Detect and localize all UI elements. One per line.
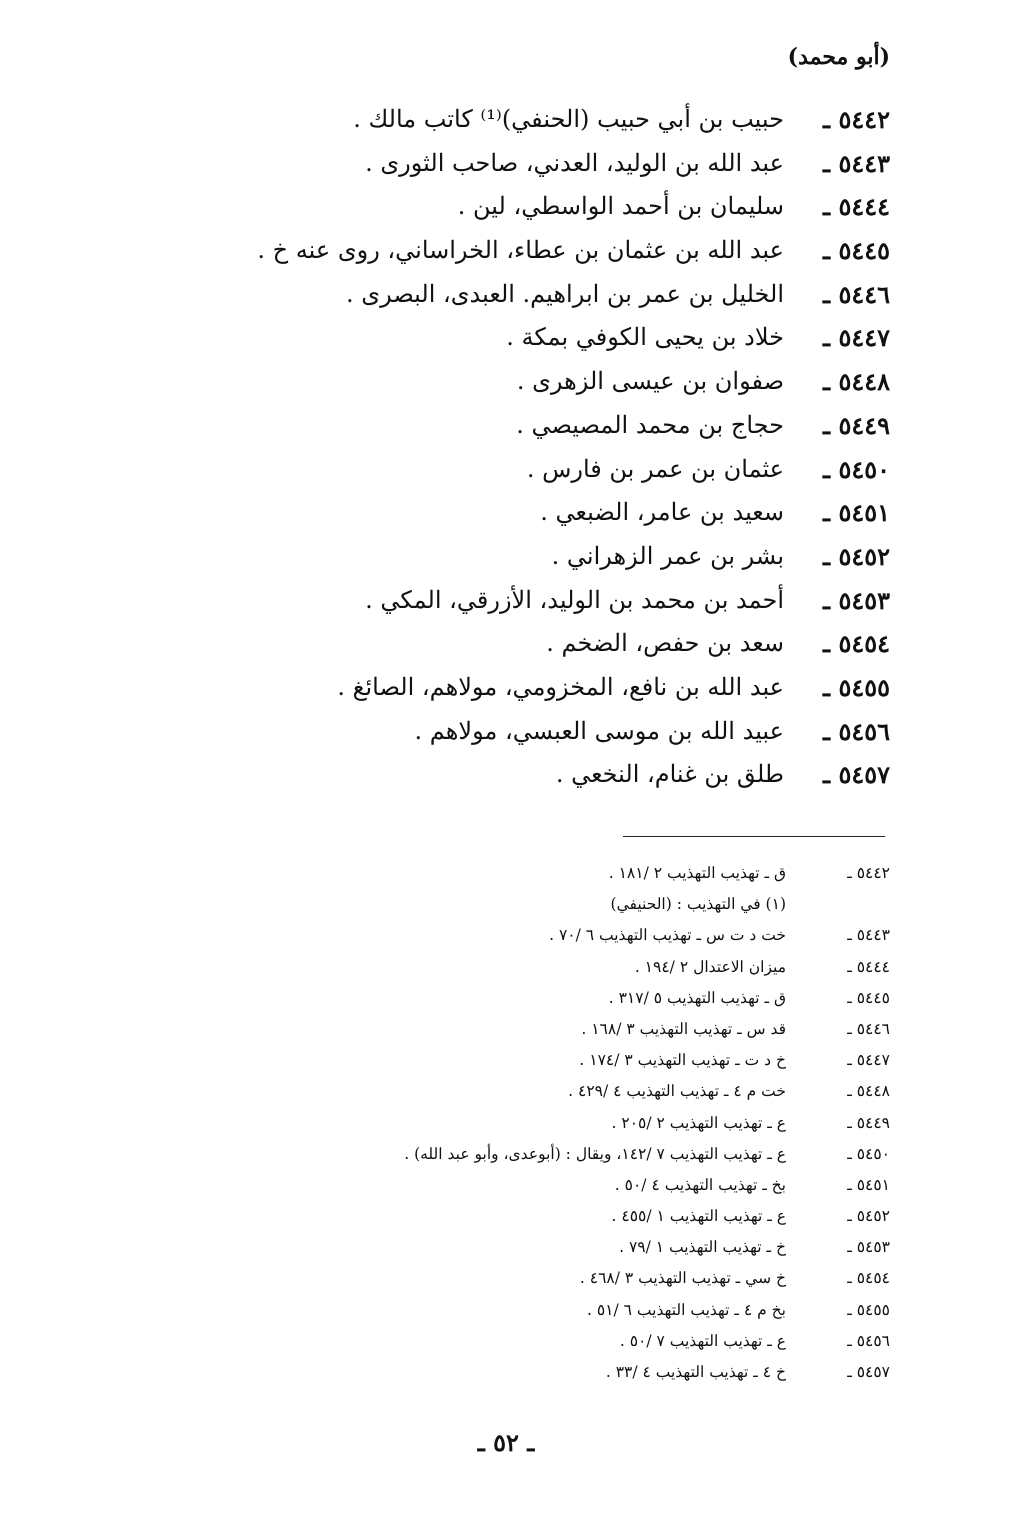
entry [130, 316, 890, 360]
page-number: ـ ٥٢ ـ [477, 1428, 535, 1457]
footnote-number: ٥٤٤٨ ـ [847, 1082, 890, 1101]
footnote-number: ٥٤٥٤ ـ [847, 1269, 890, 1288]
entry-number: ٥٤٥٥ ـ [823, 672, 890, 702]
footnote [190, 1232, 890, 1263]
entry [130, 185, 890, 229]
footnote-number: ٥٤٥٠ ـ [847, 1144, 890, 1163]
footnote-text: بخ ـ تهذيب التهذيب ٤ /٥٠ . [614, 1175, 786, 1194]
entry [130, 535, 890, 579]
footnote [190, 983, 890, 1014]
entry-text: طلق بن غنام، النخعي . [555, 760, 784, 789]
footnote-text: خت د ت س ـ تهذيب التهذيب ٦ /٧٠ . [549, 926, 786, 945]
entry [130, 229, 890, 273]
entry-number: ٥٤٤٣ ـ [823, 148, 890, 178]
footnote-text: قد س ـ تهذيب التهذيب ٣ /١٦٨ . [581, 1019, 786, 1038]
footnote [190, 1170, 890, 1201]
footnote-text: خ ٤ ـ تهذيب التهذيب ٤ /٣٣ . [605, 1363, 786, 1381]
entry-number: ٥٤٥٠ ـ [823, 454, 890, 484]
entry [130, 491, 890, 535]
footnote-number: ٥٤٤٥ ـ [847, 988, 890, 1007]
footnote-number: ٥٤٤٩ ـ [847, 1113, 890, 1132]
footnote-text: خ سي ـ تهذيب التهذيب ٣ /٤٦٨ . [579, 1269, 786, 1288]
footnote [190, 1139, 890, 1170]
footnote-text: ق ـ تهذيب التهذيب ٥ /٣١٧ . [608, 988, 786, 1007]
footnote-text: ع ـ تهذيب التهذيب ٧ /١٤٢، ويقال : (أبوعدى، وأبو عبد الله) . [404, 1144, 786, 1163]
entry-number: ٥٤٥٦ ـ [823, 716, 890, 746]
entry-text: عبد الله بن الوليد، العدني، صاحب الثورى . [365, 148, 784, 177]
entry-number: ٥٤٥٢ ـ [823, 541, 890, 571]
entry-number: ٥٤٥١ ـ [823, 498, 890, 528]
entry [130, 273, 890, 317]
footnote [190, 1357, 890, 1388]
entry-number: ٥٤٤٩ ـ [823, 410, 890, 440]
entry [130, 666, 890, 710]
footnote-divider [623, 836, 885, 837]
entry-text: خلاد بن يحيى الكوفي بمكة . [506, 323, 784, 352]
footnote-text: بخ م ٤ ـ تهذيب التهذيب ٦ /٥١ . [586, 1300, 786, 1319]
footnote-number: ٥٤٤٦ ـ [847, 1019, 890, 1038]
footnote [190, 889, 890, 920]
footnote [190, 1108, 890, 1139]
entry-text: حبيب بن أبي حبيب (الحنفي)⁽¹⁾ كاتب مالك . [353, 105, 784, 133]
entry [130, 404, 890, 448]
footnote-text: ق ـ تهذيب التهذيب ٢ /١٨١ . [608, 864, 786, 882]
footnote-text: ع ـ تهذيب التهذيب ١ /٤٥٥ . [611, 1207, 786, 1226]
footnote [190, 1045, 890, 1076]
entry-number: ٥٤٤٤ ـ [823, 192, 890, 222]
entry-text: سعد بن حفص، الضخم . [546, 629, 784, 658]
footnote-number: ٥٤٤٣ ـ [847, 926, 890, 945]
footnote [190, 920, 890, 951]
entry-text: حجاج بن محمد المصيصي . [516, 410, 784, 439]
footnote-number: ٥٤٤٢ ـ [847, 864, 890, 882]
entry-text: عبد الله بن عثمان بن عطاء، الخراساني، روى عنه خ . [257, 236, 784, 265]
footnote [190, 1263, 890, 1294]
footnote-number: ٥٤٥٧ ـ [847, 1363, 890, 1381]
entry [130, 98, 890, 142]
entries-list [130, 98, 890, 797]
entry-text: عثمان بن عمر بن فارس . [526, 454, 784, 483]
footnote-number: ٥٤٥٦ ـ [847, 1331, 890, 1350]
entry [130, 710, 890, 754]
footnote-text: ميزان الاعتدال ٢ /١٩٤ . [634, 957, 786, 976]
footnote [190, 1295, 890, 1326]
entry-text: صفوان بن عيسى الزهرى . [516, 367, 784, 396]
footnote-text: ع ـ تهذيب التهذيب ٧ /٥٠ . [619, 1331, 786, 1350]
footnote-text: خت م ٤ ـ تهذيب التهذيب ٤ /٤٢٩ . [568, 1082, 786, 1101]
footnote [190, 858, 890, 889]
footnote [190, 1201, 890, 1232]
footnote-text: خ د ت ـ تهذيب التهذيب ٣ /١٧٤ . [579, 1051, 786, 1070]
entry-text: أحمد بن محمد بن الوليد، الأزرقي، المكي . [365, 585, 784, 614]
entry-number: ٥٤٤٥ ـ [823, 236, 890, 266]
entry-number: ٥٤٥٣ ـ [823, 585, 890, 615]
footnote-text: خ ـ تهذيب التهذيب ١ /٧٩ . [619, 1238, 786, 1257]
entry [130, 360, 890, 404]
entry [130, 448, 890, 492]
footnote [190, 1326, 890, 1357]
footnote-number: ٥٤٥٣ ـ [847, 1238, 890, 1257]
entry-text: عبيد الله بن موسى العبسي، مولاهم . [414, 716, 784, 745]
footnote-number: ٥٤٥١ ـ [847, 1175, 890, 1194]
footnote-number: ٥٤٤٤ ـ [847, 957, 890, 976]
entry-number: ٥٤٥٤ ـ [823, 629, 890, 659]
entry-number: ٥٤٤٨ ـ [823, 367, 890, 397]
entry [130, 753, 890, 797]
entry-number: ٥٤٥٧ ـ [823, 760, 890, 790]
footnote [190, 1014, 890, 1045]
entry-text: سليمان بن أحمد الواسطي، لين . [457, 192, 784, 221]
entry [130, 579, 890, 623]
footnote-number: ٥٤٥٢ ـ [847, 1207, 890, 1226]
entry-text: الخليل بن عمر بن ابراهيم. العبدى، البصرى . [346, 279, 784, 308]
entry [130, 622, 890, 666]
entry-number: ٥٤٤٢ ـ [823, 105, 890, 134]
footnote-text: ع ـ تهذيب التهذيب ٢ /٢٠٥ . [611, 1113, 786, 1132]
footnote-text: (١) في التهذيب : (الحنيفي) [610, 895, 786, 914]
entry-text: عبد الله بن نافع، المخزومي، مولاهم، الصائغ . [337, 672, 784, 701]
footnote-number: ٥٤٤٧ ـ [847, 1051, 890, 1070]
entry-number: ٥٤٤٧ ـ [823, 323, 890, 353]
entry-number: ٥٤٤٦ ـ [823, 279, 890, 309]
footnotes-list [190, 858, 890, 1388]
footnote [190, 952, 890, 983]
footnote [190, 1076, 890, 1107]
entry [130, 142, 890, 186]
entry-text: بشر بن عمر الزهراني . [551, 541, 784, 570]
entry-text: سعيد بن عامر، الضبعي . [540, 498, 784, 527]
footnote-number: ٥٤٥٥ ـ [847, 1300, 890, 1319]
running-header: (أبو محمد) [787, 44, 890, 70]
